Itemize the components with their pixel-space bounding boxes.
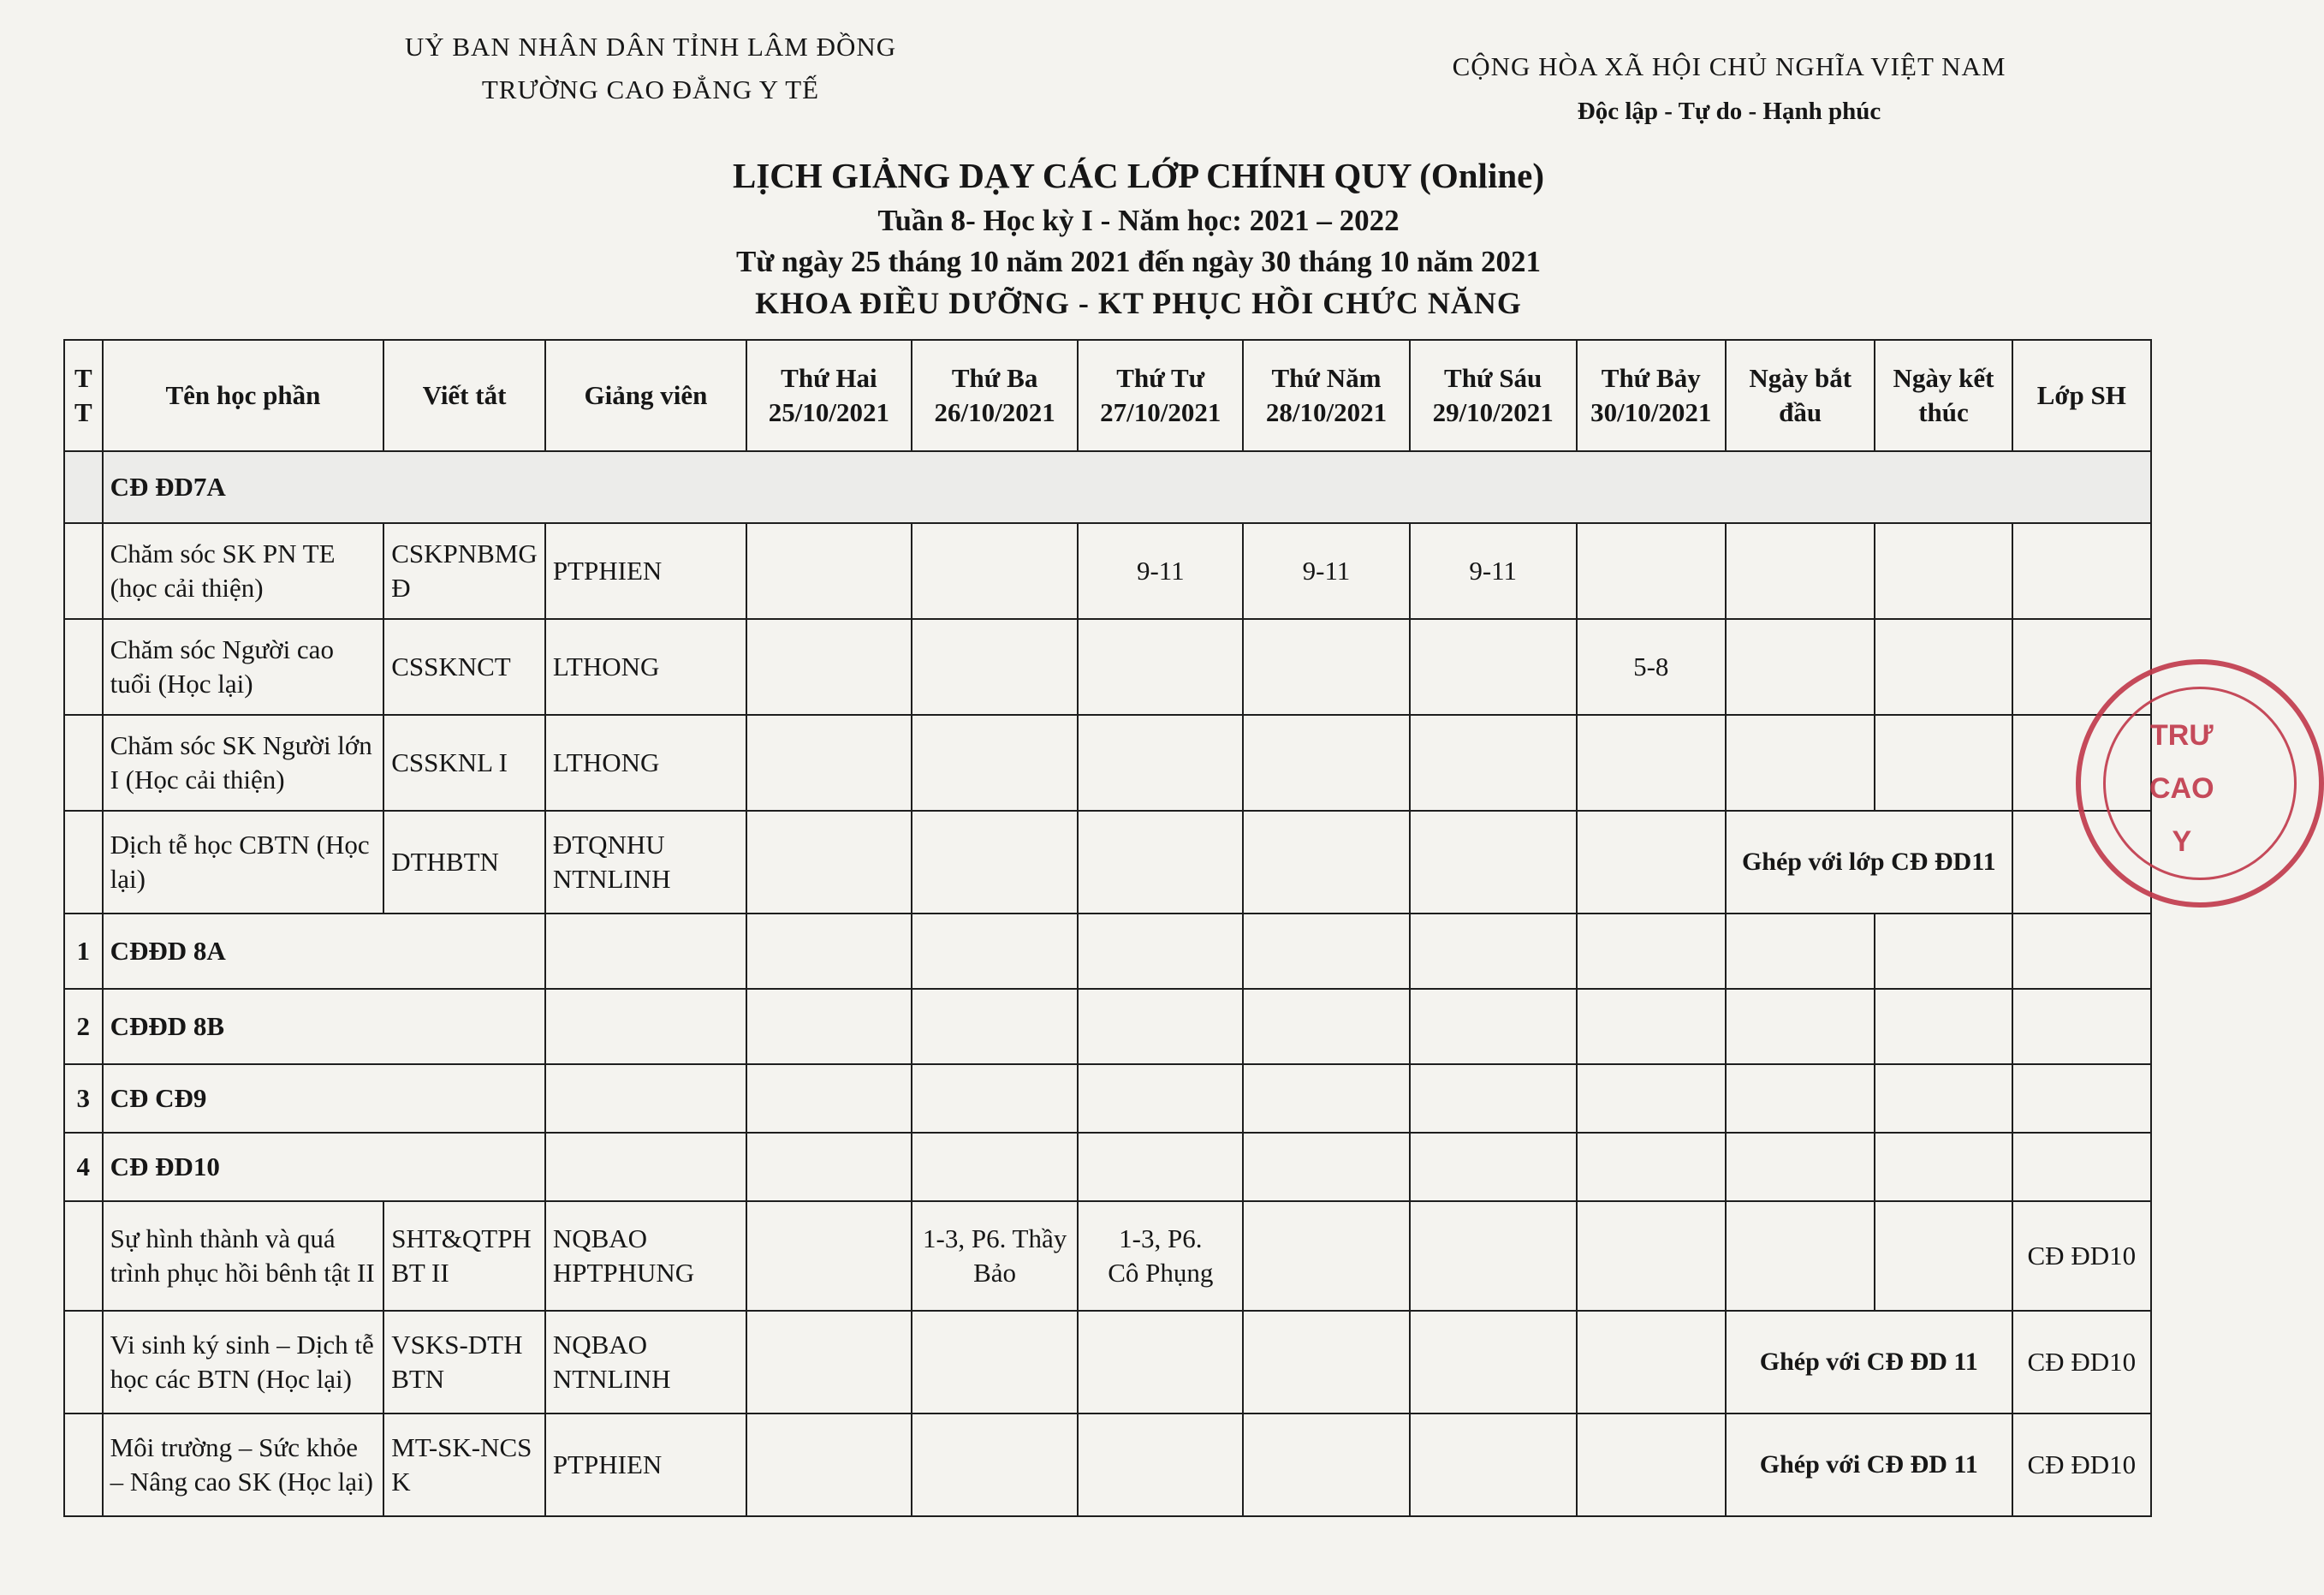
group-row-dd10: [64, 1133, 2151, 1201]
group-tt: 3: [64, 1064, 103, 1133]
header-sat: Thứ Bảy 30/10/2021: [1577, 340, 1726, 451]
slot-wed: 9-11: [1078, 523, 1243, 619]
table-row: [64, 1201, 2151, 1311]
course-abbr: MT-SK-NCSK: [383, 1413, 545, 1516]
course-name: Chăm sóc SK Người lớn I (Học cải thiện): [103, 715, 384, 811]
group-row-dd8a: [64, 914, 2151, 989]
group-row-dd8b: [64, 989, 2151, 1064]
group-tt: 4: [64, 1133, 103, 1201]
header-mon: Thứ Hai 25/10/2021: [746, 340, 912, 451]
course-name: Chăm sóc Người cao tuổi (Học lại): [103, 619, 384, 715]
header-fri: Thứ Sáu 29/10/2021: [1410, 340, 1577, 451]
document-date-range: Từ ngày 25 tháng 10 năm 2021 đến ngày 30 tháng 10 năm 2021: [736, 245, 1541, 278]
merge-note: Ghép với lớp CĐ ĐD11: [1726, 811, 2012, 914]
class-code: CĐ ĐD10: [2012, 1413, 2151, 1516]
issuer-school: TRƯỜNG CAO ĐẲNG Y TẾ: [481, 74, 820, 104]
class-code: CĐ ĐD10: [2012, 1311, 2151, 1413]
official-seal: [2076, 659, 2324, 908]
national-motto: Độc lập - Tự do - Hạnh phúc: [1577, 98, 1881, 125]
national-title: CỘNG HÒA XÃ HỘI CHỦ NGHĨA VIỆT NAM: [1452, 51, 2006, 81]
lecturer: LTHONG: [545, 715, 746, 811]
course-name: Sự hình thành và quá trình phục hồi bênh tật II: [103, 1201, 384, 1311]
slot-wed: 1-3, P6. Cô Phụng: [1078, 1201, 1243, 1311]
table-row: [64, 619, 2151, 715]
table-row: [64, 523, 2151, 619]
schedule-table: [63, 339, 2152, 1517]
header-end-date: Ngày kết thúc: [1875, 340, 2012, 451]
course-name: Môi trường – Sức khỏe – Nâng cao SK (Học lại): [103, 1413, 384, 1516]
slot-fri: 9-11: [1410, 523, 1577, 619]
group-name: CĐ ĐD7A: [103, 451, 2151, 523]
course-abbr: CSKPNBMGĐ: [383, 523, 545, 619]
course-name: Vi sinh ký sinh – Dịch tễ học các BTN (Học lại): [103, 1311, 384, 1413]
document-title: LỊCH GIẢNG DẠY CÁC LỚP CHÍNH QUY (Online): [733, 156, 1544, 195]
header-class: Lớp SH: [2012, 340, 2151, 451]
header-start-date: Ngày bắt đầu: [1726, 340, 1875, 451]
issuer-header: [377, 26, 924, 111]
course-abbr: VSKS-DTH BTN: [383, 1311, 545, 1413]
course-abbr: CSSKNL I: [383, 715, 545, 811]
course-name: Dịch tễ học CBTN (Học lại): [103, 811, 384, 914]
slot-thu: 9-11: [1243, 523, 1410, 619]
lecturer: NQBAO NTNLINH: [545, 1311, 746, 1413]
table-row: [64, 1413, 2151, 1516]
course-name: Chăm sóc SK PN TE (học cải thiện): [103, 523, 384, 619]
header-lecturer: Giảng viên: [545, 340, 746, 451]
lecturer: ĐTQNHU NTNLINH: [545, 811, 746, 914]
header-abbr: Viết tắt: [383, 340, 545, 451]
course-abbr: DTHBTN: [383, 811, 545, 914]
header-course: Tên học phần: [103, 340, 384, 451]
national-header: [1404, 45, 2054, 134]
course-abbr: CSSKNCT: [383, 619, 545, 715]
header-thu: Thứ Năm 28/10/2021: [1243, 340, 1410, 451]
header-tue: Thứ Ba 26/10/2021: [912, 340, 1079, 451]
table-header-row: [64, 340, 2151, 451]
lecturer: PTPHIEN: [545, 1413, 746, 1516]
group-name: CĐĐD 8B: [103, 989, 545, 1064]
lecturer: PTPHIEN: [545, 523, 746, 619]
slot-tue: 1-3, P6. Thầy Bảo: [912, 1201, 1079, 1311]
group-name: CĐ ĐD10: [103, 1133, 545, 1201]
document-week: Tuần 8- Học kỳ I - Năm học: 2021 – 2022: [877, 204, 1400, 237]
merge-note: Ghép với CĐ ĐD 11: [1726, 1413, 2012, 1516]
group-tt: 1: [64, 914, 103, 989]
issuer-authority: UỶ BAN NHÂN DÂN TỈNH LÂM ĐỒNG: [404, 32, 897, 62]
seal-text: TRƯ CAO Y: [2149, 719, 2214, 858]
group-row-cd9: [64, 1064, 2151, 1133]
table-row: [64, 1311, 2151, 1413]
document-faculty: KHOA ĐIỀU DƯỠNG - KT PHỤC HỒI CHỨC NĂNG: [755, 286, 1522, 320]
merge-note: Ghép với CĐ ĐD 11: [1726, 1311, 2012, 1413]
group-name: CĐ CĐ9: [103, 1064, 545, 1133]
group-name: CĐĐD 8A: [103, 914, 545, 989]
document-title-block: [599, 151, 1678, 324]
header-wed: Thứ Tư 27/10/2021: [1078, 340, 1243, 451]
header-tt: T T: [64, 340, 103, 451]
lecturer: NQBAO HPTPHUNG: [545, 1201, 746, 1311]
group-tt: 2: [64, 989, 103, 1064]
table-row: [64, 811, 2151, 914]
course-abbr: SHT&QTPHBT II: [383, 1201, 545, 1311]
group-row-dd7a: [64, 451, 2151, 523]
group-tt: [64, 451, 103, 523]
table-row: [64, 715, 2151, 811]
slot-sat: 5-8: [1577, 619, 1726, 715]
class-code: CĐ ĐD10: [2012, 1201, 2151, 1311]
lecturer: LTHONG: [545, 619, 746, 715]
